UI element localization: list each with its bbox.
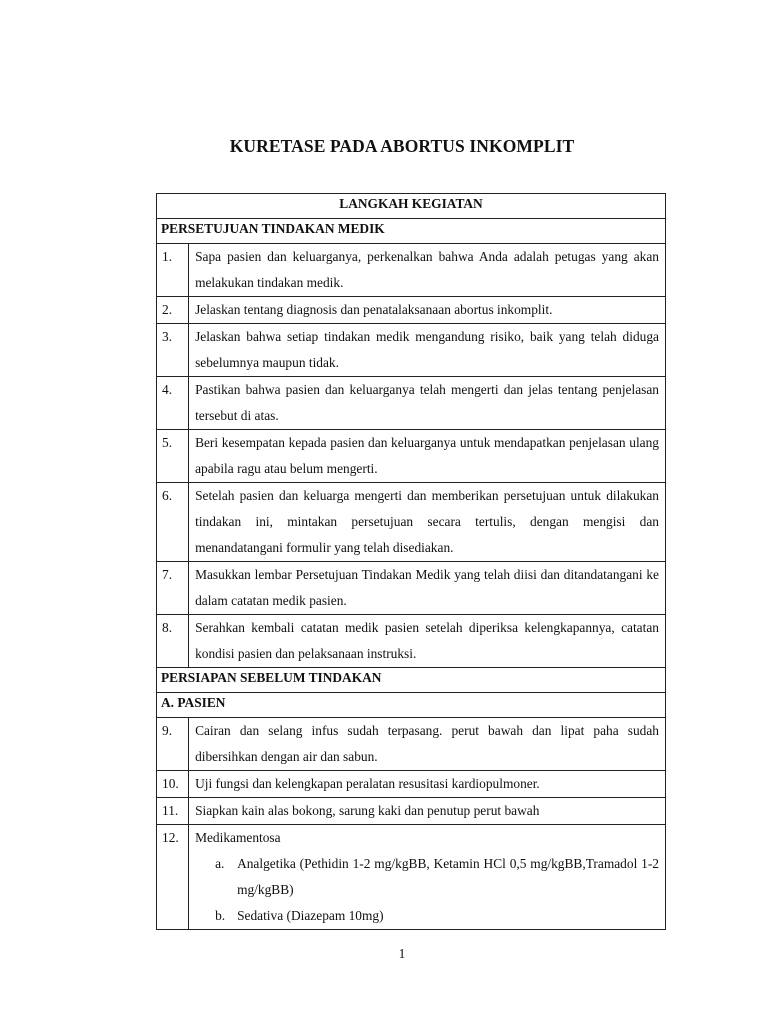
step-text: Sapa pasien dan keluarganya, perkenalkan bahwa Anda adalah petugas yang akan melakukan tindakan medik. <box>189 244 666 297</box>
step-text: Jelaskan bahwa setiap tindakan medik mengandung risiko, baik yang telah diduga sebelumnya maupun tidak. <box>189 324 666 377</box>
list-marker: b. <box>215 908 226 923</box>
subsection-heading-patient: A. PASIEN <box>157 693 666 718</box>
list-item-text: Sedativa (Diazepam 10mg) <box>237 908 384 923</box>
page-number: 1 <box>398 946 406 961</box>
step-number: 10. <box>157 771 189 798</box>
step-number: 7. <box>157 562 189 615</box>
step-text: Medikamentosa <box>195 830 281 845</box>
table-row <box>157 430 666 483</box>
list-item-text: Analgetika (Pethidin 1-2 mg/kgBB, Ketamin HCl 0,5 mg/kgBB,Tramadol 1-2 mg/kgBB) <box>237 856 659 897</box>
page-title: KURETASE PADA ABORTUS INKOMPLIT <box>229 136 575 156</box>
table-row <box>157 718 666 771</box>
step-number: 1. <box>157 244 189 297</box>
list-item <box>195 903 659 929</box>
table-row <box>157 324 666 377</box>
table-row <box>157 771 666 798</box>
table-row <box>157 483 666 562</box>
step-content <box>189 825 666 930</box>
step-number: 11. <box>157 798 189 825</box>
step-number: 12. <box>157 825 189 930</box>
section-heading-consent: PERSETUJUAN TINDAKAN MEDIK <box>157 219 666 244</box>
step-number: 5. <box>157 430 189 483</box>
step-text: Jelaskan tentang diagnosis dan penatalaksanaan abortus inkomplit. <box>189 297 666 324</box>
step-number: 8. <box>157 615 189 668</box>
list-marker: a. <box>215 856 225 871</box>
table-header-row <box>157 194 666 219</box>
step-number: 2. <box>157 297 189 324</box>
step-text: Cairan dan selang infus sudah terpasang. perut bawah dan lipat paha sudah dibersihkan dengan air dan sabun. <box>189 718 666 771</box>
step-number: 3. <box>157 324 189 377</box>
step-text: Siapkan kain alas bokong, sarung kaki dan penutup perut bawah <box>189 798 666 825</box>
section-row <box>157 668 666 693</box>
step-text: Masukkan lembar Persetujuan Tindakan Medik yang telah diisi dan ditandatangani ke dalam catatan medik pasien. <box>189 562 666 615</box>
table-row <box>157 244 666 297</box>
table-row <box>157 615 666 668</box>
step-text: Beri kesempatan kepada pasien dan keluarganya untuk mendapatkan penjelasan ulang apabila ragu atau belum mengerti. <box>189 430 666 483</box>
table-header: LANGKAH KEGIATAN <box>157 194 666 219</box>
medication-list <box>195 851 659 929</box>
list-item <box>195 851 659 903</box>
section-heading-preparation: PERSIAPAN SEBELUM TINDAKAN <box>157 668 666 693</box>
step-number: 4. <box>157 377 189 430</box>
table-row <box>157 562 666 615</box>
step-text: Pastikan bahwa pasien dan keluarganya telah mengerti dan jelas tentang penjelasan tersebut di atas. <box>189 377 666 430</box>
step-text: Serahkan kembali catatan medik pasien setelah diperiksa kelengkapannya, catatan kondisi pasien dan pelaksanaan instruksi. <box>189 615 666 668</box>
table-row <box>157 297 666 324</box>
section-row <box>157 219 666 244</box>
step-text: Uji fungsi dan kelengkapan peralatan resusitasi kardiopulmoner. <box>189 771 666 798</box>
table-row <box>157 825 666 930</box>
table-row <box>157 377 666 430</box>
step-number: 9. <box>157 718 189 771</box>
section-row <box>157 693 666 718</box>
step-number: 6. <box>157 483 189 562</box>
step-text: Setelah pasien dan keluarga mengerti dan memberikan persetujuan untuk dilakukan tindakan ini, mintakan persetujuan secara tertulis, dengan mengisi dan menandatangani formulir yang telah disediakan. <box>189 483 666 562</box>
procedure-table <box>156 193 666 930</box>
table-row <box>157 798 666 825</box>
